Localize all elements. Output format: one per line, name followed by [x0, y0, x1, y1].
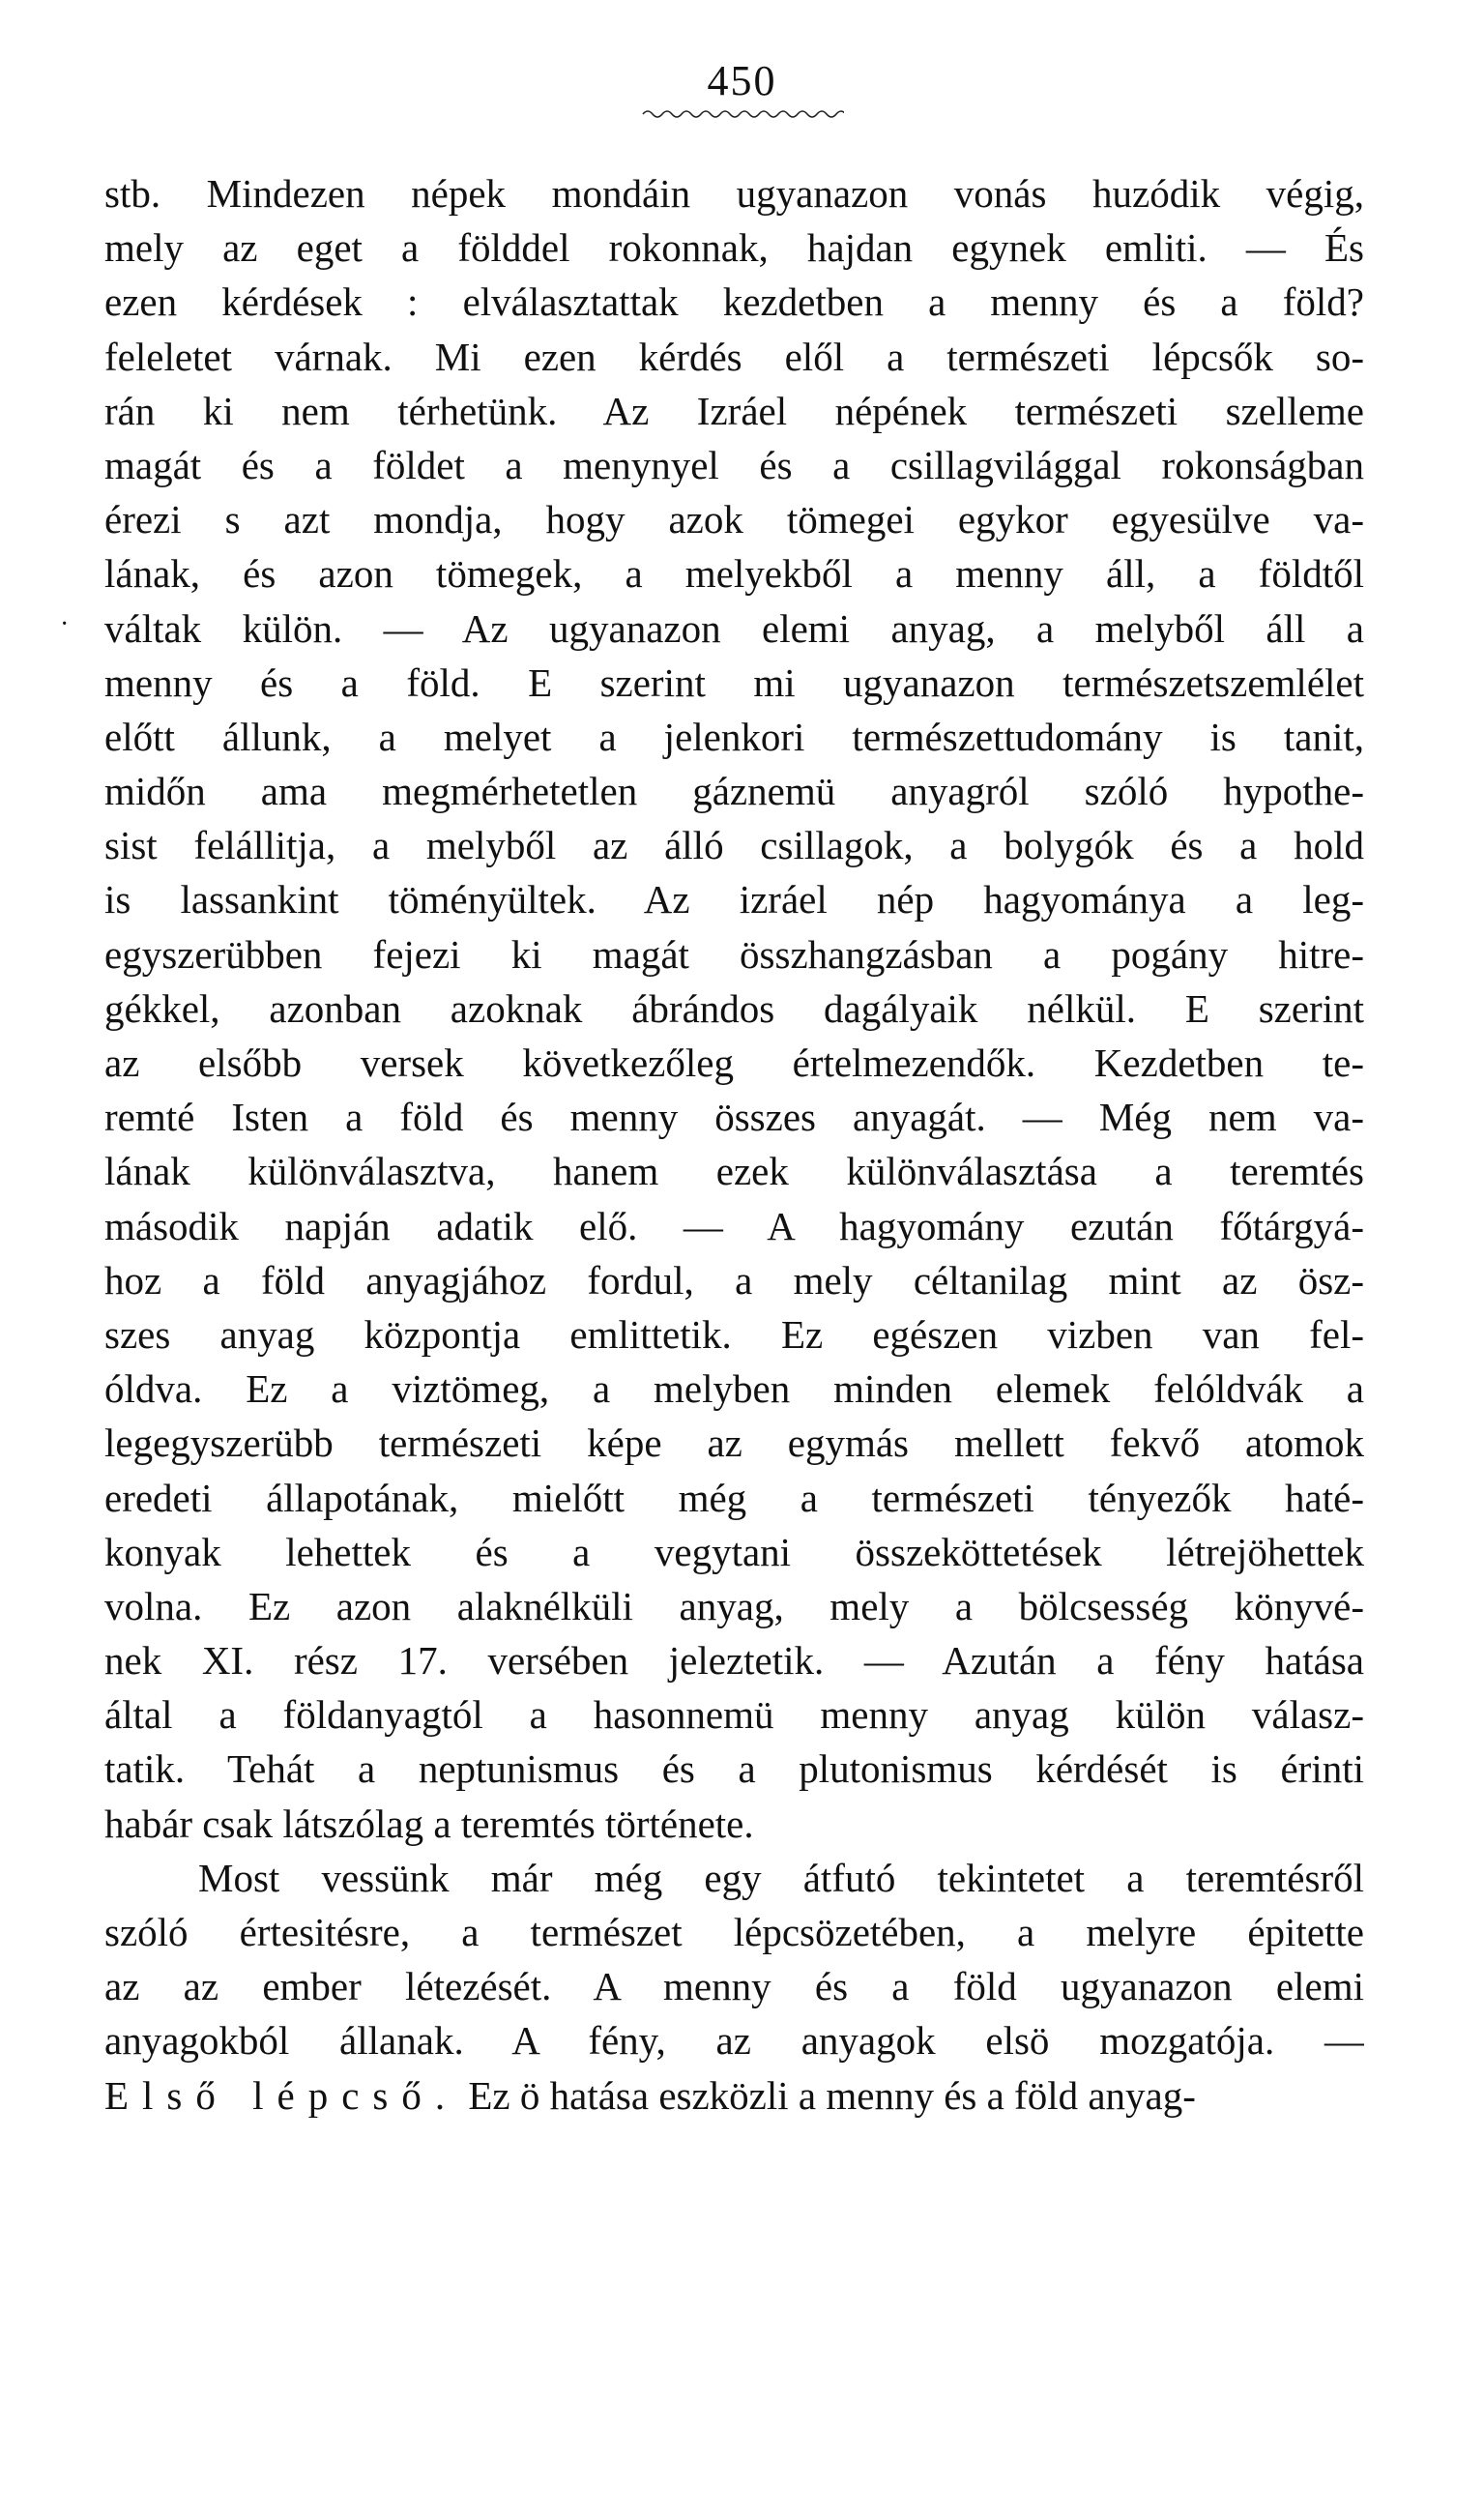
- text-line: egyszerübben fejezi ki magát összhangzásban a pogány hitre-: [104, 931, 1364, 977]
- page-header: [0, 56, 1484, 121]
- text-line-final: [104, 2068, 1364, 2123]
- text-line: Most vessünk már még egy átfutó tekintetet a teremtésről: [198, 1855, 1364, 1900]
- text-line: által a földanyagtól a hasonnemü menny anyag külön válasz-: [104, 1692, 1364, 1738]
- text-line: ezen kérdések : elválasztattak kezdetben a menny és a föld?: [104, 279, 1364, 325]
- text-line: előtt állunk, a melyet a jelenkori természettudomány is tanit,: [104, 714, 1364, 759]
- text-line: remté Isten a föld és menny összes anyagát. — Még nem va-: [104, 1095, 1364, 1140]
- text-line: volna. Ez azon alaknélküli anyag, mely a bölcsesség könyvé-: [104, 1583, 1364, 1628]
- text-line: anyagokból állanak. A fény, az anyagok elsö mozgatója. —: [104, 2018, 1364, 2064]
- text-line: második napján adatik elő. — A hagyomány ezután főtárgyá-: [104, 1203, 1364, 1248]
- text-line: midőn ama megmérhetetlen gáznemü anyagról szóló hypothe-: [104, 769, 1364, 814]
- text-line: szóló értesitésre, a természet lépcsözetében, a melyre épitette: [104, 1910, 1364, 1954]
- text-line: konyak lehettek és a vegytani összeköttetések létrejöhettek: [104, 1529, 1364, 1574]
- body-text: [104, 166, 1364, 2123]
- text-line: az az ember létezését. A menny és a föld ugyanazon elemi: [104, 1964, 1364, 2009]
- text-line: az elsőbb versek következőleg értelmezendők. Kezdetben te-: [104, 1040, 1364, 1085]
- text-line: habár csak látszólag a teremtés története.: [104, 1801, 754, 1846]
- paragraph-2: [104, 1851, 1364, 2068]
- text-line: tatik. Tehát a neptunismus és a plutonismus kérdését is érinti: [104, 1746, 1364, 1792]
- text-line: lának különválasztva, hanem ezek különválasztása a teremtés: [104, 1149, 1364, 1194]
- text-line: is lassankint töményültek. Az izráel nép hagyománya a leg-: [104, 877, 1364, 923]
- text-line: hoz a föld anyagjához fordul, a mely céltanilag mint az ösz-: [104, 1257, 1364, 1303]
- text-line: nek XI. rész 17. versében jeleztetik. — Azután a fény hatása: [104, 1638, 1364, 1684]
- text-line: váltak külön. — Az ugyanazon elemi anyag, a melyből áll a: [104, 605, 1364, 651]
- spaced-heading-text: Első lépcső.: [104, 2072, 459, 2118]
- page-number: 450: [707, 57, 777, 104]
- text-line: szes anyag központja emlittetik. Ez egészen vizben van fel-: [104, 1311, 1364, 1357]
- paragraph-1: [104, 166, 1364, 1851]
- final-line-rest: Ez ö hatása eszközli a menny és a föld anyag-: [458, 2072, 1196, 2118]
- text-line: magát és a földet a menynyel és a csillagvilággal rokonságban: [104, 442, 1364, 487]
- text-line: érezi s azt mondja, hogy azok tömegei egykor egyesülve va-: [104, 497, 1364, 542]
- text-line: feleletet várnak. Mi ezen kérdés elől a természeti lépcsők so-: [104, 334, 1364, 379]
- text-line: menny és a föld. E szerint mi ugyanazon természetszemlélet: [104, 659, 1364, 705]
- text-line: óldva. Ez a viztömeg, a melyben minden elemek felóldvák a: [104, 1366, 1364, 1412]
- wavy-ornament-icon: [641, 107, 844, 121]
- text-line: lának, és azon tömegek, a melyekből a menny áll, a földtől: [104, 551, 1364, 597]
- text-line: mely az eget a földdel rokonnak, hajdan egynek emliti. — És: [104, 225, 1364, 271]
- text-line: legegyszerübb természeti képe az egymás mellett fekvő atomok: [104, 1421, 1364, 1466]
- margin-mark: ·: [60, 609, 70, 639]
- text-line: stb. Mindezen népek mondáin ugyanazon vonás huzódik végig,: [104, 171, 1364, 216]
- text-line: gékkel, azonban azoknak ábrándos dagályaik nélkül. E szerint: [104, 985, 1364, 1031]
- text-line: sist felállitja, a melyből az álló csillagok, a bolygók és a hold: [104, 823, 1364, 868]
- text-line: eredeti állapotának, mielőtt még a természeti tényezők haté-: [104, 1475, 1364, 1520]
- text-line: rán ki nem térhetünk. Az Izráel népének természeti szelleme: [104, 388, 1364, 433]
